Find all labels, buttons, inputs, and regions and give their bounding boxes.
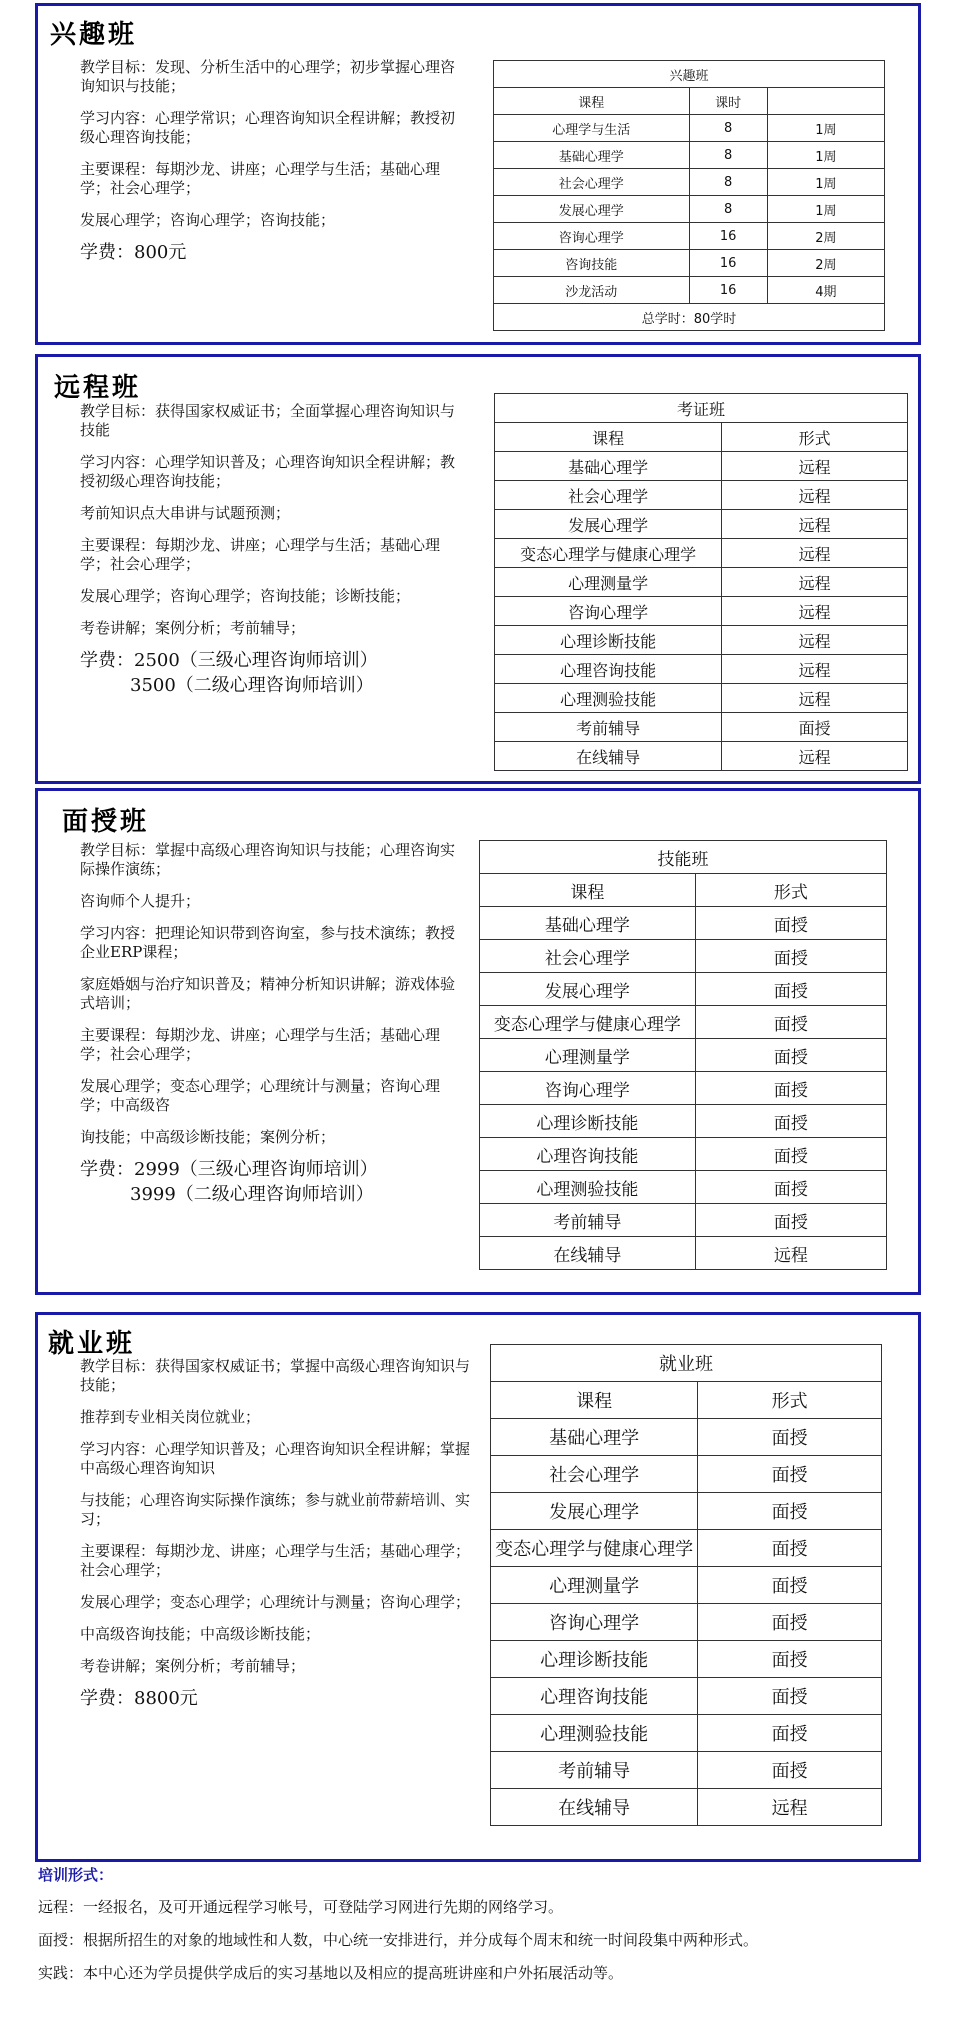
learning-content: 学习内容：把理论知识带到咨询室，参与技术演练；教授企业ERP课程； (80, 924, 456, 961)
table-row (495, 742, 908, 771)
course-format: 面授 (695, 1006, 886, 1039)
table-caption: 考证班 (495, 394, 908, 423)
table-row (495, 452, 908, 481)
main-courses: 主要课程：每期沙龙、讲座；心理学与生活；基础心理学；社会心理学； (80, 536, 441, 573)
course-format: 面授 (698, 1641, 882, 1678)
course-name: 心理测验技能 (491, 1715, 698, 1752)
table-row (494, 169, 885, 196)
course-name: 变态心理学与健康心理学 (495, 539, 722, 568)
course-format: 面授 (698, 1567, 882, 1604)
course-hours: 8 (689, 169, 767, 196)
column-header: 形式 (722, 423, 908, 452)
course-format: 面授 (695, 1204, 886, 1237)
section-description (80, 58, 465, 268)
tuition-fee: 学费：8800元 (80, 1688, 198, 1709)
column-header: 课程 (494, 88, 690, 115)
teaching-goal: 教学目标：掌握中高级心理咨询知识与技能；心理咨询实际操作演练； (80, 841, 456, 878)
course-name: 心理测验技能 (495, 684, 722, 713)
job-placement: 推荐到专业相关岗位就业； (80, 1408, 261, 1426)
exam-review: 考前知识点大串讲与试题预测； (80, 504, 291, 522)
main-courses-cont: 发展心理学；咨询心理学；咨询技能； (80, 211, 336, 229)
table-row (495, 539, 908, 568)
course-name: 心理测验技能 (480, 1171, 696, 1204)
course-name: 变态心理学与健康心理学 (480, 1006, 696, 1039)
course-name: 发展心理学 (491, 1493, 698, 1530)
course-format: 面授 (695, 940, 886, 973)
course-name: 咨询心理学 (491, 1604, 698, 1641)
tuition-fee-secondary: 3999（二级心理咨询师培训） (130, 1184, 374, 1205)
teaching-goal: 教学目标：发现、分析生活中的心理学；初步掌握心理咨询知识与技能； (80, 58, 456, 95)
course-name: 咨询心理学 (480, 1072, 696, 1105)
column-header: 课程 (480, 874, 696, 907)
course-duration: 1周 (767, 115, 884, 142)
table-row (480, 1237, 887, 1270)
table-caption: 兴趣班 (494, 61, 885, 88)
footer-line-remote: 远程：一经报名，及可开通远程学习帐号，可登陆学习网进行先期的网络学习。 (38, 1898, 564, 1916)
table-row (495, 626, 908, 655)
course-format: 面授 (698, 1604, 882, 1641)
course-format: 远程 (722, 510, 908, 539)
learning-content-cont: 与技能；心理咨询实际操作演练；参与就业前带薪培训、实习； (80, 1491, 471, 1528)
course-format: 面授 (695, 1105, 886, 1138)
course-hours: 16 (689, 250, 767, 277)
course-name: 社会心理学 (494, 169, 690, 196)
learning-content: 学习内容：心理学常识；心理咨询知识全程讲解；教授初级心理咨询技能； (80, 109, 456, 146)
tuition-fee: 学费：2999（三级心理咨询师培训） (80, 1159, 378, 1180)
table-row (491, 1419, 882, 1456)
footer-title: 培训形式： (38, 1866, 114, 1884)
table-row (491, 1567, 882, 1604)
course-table (494, 393, 908, 771)
course-format: 远程 (722, 626, 908, 655)
course-duration: 1周 (767, 169, 884, 196)
course-name: 咨询心理学 (494, 223, 690, 250)
teaching-goal: 教学目标：获得国家权威证书；掌握中高级心理咨询知识与技能； (80, 1357, 471, 1394)
course-format: 面授 (698, 1419, 882, 1456)
tuition-fee: 学费：800元 (80, 242, 187, 263)
course-hours: 8 (689, 196, 767, 223)
course-duration: 2周 (767, 250, 884, 277)
course-format: 面授 (695, 1072, 886, 1105)
table-row (480, 1171, 887, 1204)
course-name: 心理测量学 (480, 1039, 696, 1072)
tuition-fee-secondary: 3500（二级心理咨询师培训） (130, 675, 374, 696)
course-name: 社会心理学 (495, 481, 722, 510)
course-format: 面授 (695, 973, 886, 1006)
table-row (494, 277, 885, 304)
table-row (495, 597, 908, 626)
course-format: 面授 (698, 1493, 882, 1530)
exam-prep: 考卷讲解；案例分析；考前辅导； (80, 1657, 306, 1675)
table-row (480, 907, 887, 940)
course-name: 基础心理学 (480, 907, 696, 940)
course-format: 面授 (698, 1456, 882, 1493)
table-row (491, 1789, 882, 1826)
table-row (495, 655, 908, 684)
course-format: 远程 (698, 1789, 882, 1826)
course-table (479, 840, 887, 1270)
course-name: 基础心理学 (491, 1419, 698, 1456)
course-format: 面授 (698, 1752, 882, 1789)
exam-prep: 考卷讲解；案例分析；考前辅导； (80, 619, 306, 637)
table-row (480, 1039, 887, 1072)
course-format: 面授 (695, 907, 886, 940)
course-name: 心理学与生活 (494, 115, 690, 142)
course-name: 心理咨询技能 (495, 655, 722, 684)
table-row (491, 1456, 882, 1493)
section-description (80, 841, 465, 1210)
course-name: 考前辅导 (491, 1752, 698, 1789)
course-format: 远程 (722, 655, 908, 684)
course-format: 面授 (698, 1678, 882, 1715)
footer-line-inperson: 面授：根据所招生的对象的地域性和人数，中心统一安排进行，并分成每个周末和统一时间段集中两种形式。 (38, 1931, 759, 1949)
tuition-fee: 学费：2500（三级心理咨询师培训） (80, 650, 378, 671)
course-format: 远程 (722, 684, 908, 713)
column-header: 形式 (698, 1382, 882, 1419)
table-row (495, 684, 908, 713)
section-title: 就业班 (48, 1329, 136, 1359)
teaching-goal: 教学目标：获得国家权威证书；全面掌握心理咨询知识与技能 (80, 402, 456, 439)
table-row (494, 196, 885, 223)
course-format: 远程 (695, 1237, 886, 1270)
course-name: 社会心理学 (491, 1456, 698, 1493)
section-description (80, 402, 465, 701)
course-format: 面授 (695, 1171, 886, 1204)
table-row (480, 1105, 887, 1138)
table-row (480, 1006, 887, 1039)
course-name: 发展心理学 (495, 510, 722, 539)
main-courses-cont: 发展心理学；咨询心理学；咨询技能；诊断技能； (80, 587, 411, 605)
course-name: 基础心理学 (495, 452, 722, 481)
learning-content: 学习内容：心理学知识普及；心理咨询知识全程讲解；教授初级心理咨询技能； (80, 453, 456, 490)
course-name: 心理测量学 (491, 1567, 698, 1604)
course-format: 远程 (722, 452, 908, 481)
course-duration: 2周 (767, 223, 884, 250)
course-hours: 16 (689, 277, 767, 304)
section-title: 远程班 (54, 373, 142, 403)
table-row (491, 1641, 882, 1678)
course-name: 在线辅导 (491, 1789, 698, 1826)
table-row (480, 973, 887, 1006)
table-row (491, 1493, 882, 1530)
column-header: 课时 (689, 88, 767, 115)
course-duration: 4期 (767, 277, 884, 304)
course-format: 远程 (722, 481, 908, 510)
table-row (491, 1678, 882, 1715)
course-format: 面授 (722, 713, 908, 742)
section-title: 面授班 (62, 807, 150, 837)
course-format: 远程 (722, 568, 908, 597)
table-row (494, 250, 885, 277)
course-name: 在线辅导 (495, 742, 722, 771)
table-row (494, 142, 885, 169)
course-format: 远程 (722, 742, 908, 771)
section-description (80, 1357, 480, 1714)
main-courses: 主要课程：每期沙龙、讲座；心理学与生活；基础心理学；社会心理学； (80, 1026, 441, 1063)
table-row (491, 1604, 882, 1641)
table-caption: 技能班 (480, 841, 887, 874)
main-courses-cont: 发展心理学；变态心理学；心理统计与测量；咨询心理学； (80, 1593, 471, 1611)
table-row (495, 510, 908, 539)
course-name: 心理咨询技能 (480, 1138, 696, 1171)
course-name: 心理测量学 (495, 568, 722, 597)
course-name: 考前辅导 (495, 713, 722, 742)
main-courses: 主要课程：每期沙龙、讲座；心理学与生活；基础心理学；社会心理学； (80, 1542, 471, 1579)
course-name: 心理诊断技能 (491, 1641, 698, 1678)
course-name: 基础心理学 (494, 142, 690, 169)
section-remote-class (35, 354, 921, 784)
course-name: 沙龙活动 (494, 277, 690, 304)
main-courses: 主要课程：每期沙龙、讲座；心理学与生活；基础心理学；社会心理学； (80, 160, 441, 197)
course-format: 面授 (698, 1715, 882, 1752)
table-row (491, 1530, 882, 1567)
personal-growth: 咨询师个人提升； (80, 892, 201, 910)
column-header: 课程 (491, 1382, 698, 1419)
course-hours: 8 (689, 115, 767, 142)
course-name: 心理诊断技能 (495, 626, 722, 655)
course-format: 远程 (722, 539, 908, 568)
course-table (490, 1344, 882, 1826)
course-duration: 1周 (767, 142, 884, 169)
course-name: 咨询心理学 (495, 597, 722, 626)
course-name: 心理咨询技能 (491, 1678, 698, 1715)
table-row (495, 481, 908, 510)
course-name: 心理诊断技能 (480, 1105, 696, 1138)
table-row (495, 568, 908, 597)
table-row (491, 1752, 882, 1789)
table-row (480, 940, 887, 973)
footer-line-practice: 实践：本中心还为学员提供学成后的实习基地以及相应的提高班讲座和户外拓展活动等。 (38, 1964, 624, 1982)
course-duration: 1周 (767, 196, 884, 223)
course-name: 发展心理学 (480, 973, 696, 1006)
main-courses-cont-2: 中高级咨询技能；中高级诊断技能； (80, 1625, 321, 1643)
course-name: 发展心理学 (494, 196, 690, 223)
family-training: 家庭婚姻与治疗知识普及；精神分析知识讲解；游戏体验式培训； (80, 975, 456, 1012)
course-hours: 8 (689, 142, 767, 169)
table-row (480, 1138, 887, 1171)
course-name: 变态心理学与健康心理学 (491, 1530, 698, 1567)
table-caption: 就业班 (491, 1345, 882, 1382)
column-header: 课程 (495, 423, 722, 452)
course-name: 考前辅导 (480, 1204, 696, 1237)
course-name: 社会心理学 (480, 940, 696, 973)
training-format-footer (38, 1865, 918, 1996)
table-row (495, 713, 908, 742)
table-footer: 总学时：80学时 (494, 304, 885, 331)
course-format: 面授 (695, 1138, 886, 1171)
course-format: 面授 (695, 1039, 886, 1072)
course-format: 远程 (722, 597, 908, 626)
column-header (767, 88, 884, 115)
learning-content: 学习内容：心理学知识普及；心理咨询知识全程讲解；掌握中高级心理咨询知识 (80, 1440, 471, 1477)
main-courses-cont: 发展心理学；变态心理学；心理统计与测量；咨询心理学；中高级咨 (80, 1077, 441, 1114)
course-name: 在线辅导 (480, 1237, 696, 1270)
table-row (480, 1204, 887, 1237)
section-title: 兴趣班 (50, 20, 138, 50)
table-row (491, 1715, 882, 1752)
table-row (494, 223, 885, 250)
course-table (493, 60, 885, 331)
table-row (480, 1072, 887, 1105)
column-header: 形式 (695, 874, 886, 907)
section-interest-class (35, 3, 921, 345)
section-employment-class (35, 1312, 921, 1862)
main-courses-cont-2: 询技能；中高级诊断技能；案例分析； (80, 1128, 336, 1146)
section-inperson-class (35, 788, 921, 1295)
table-row (494, 115, 885, 142)
course-hours: 16 (689, 223, 767, 250)
course-format: 面授 (698, 1530, 882, 1567)
course-name: 咨询技能 (494, 250, 690, 277)
